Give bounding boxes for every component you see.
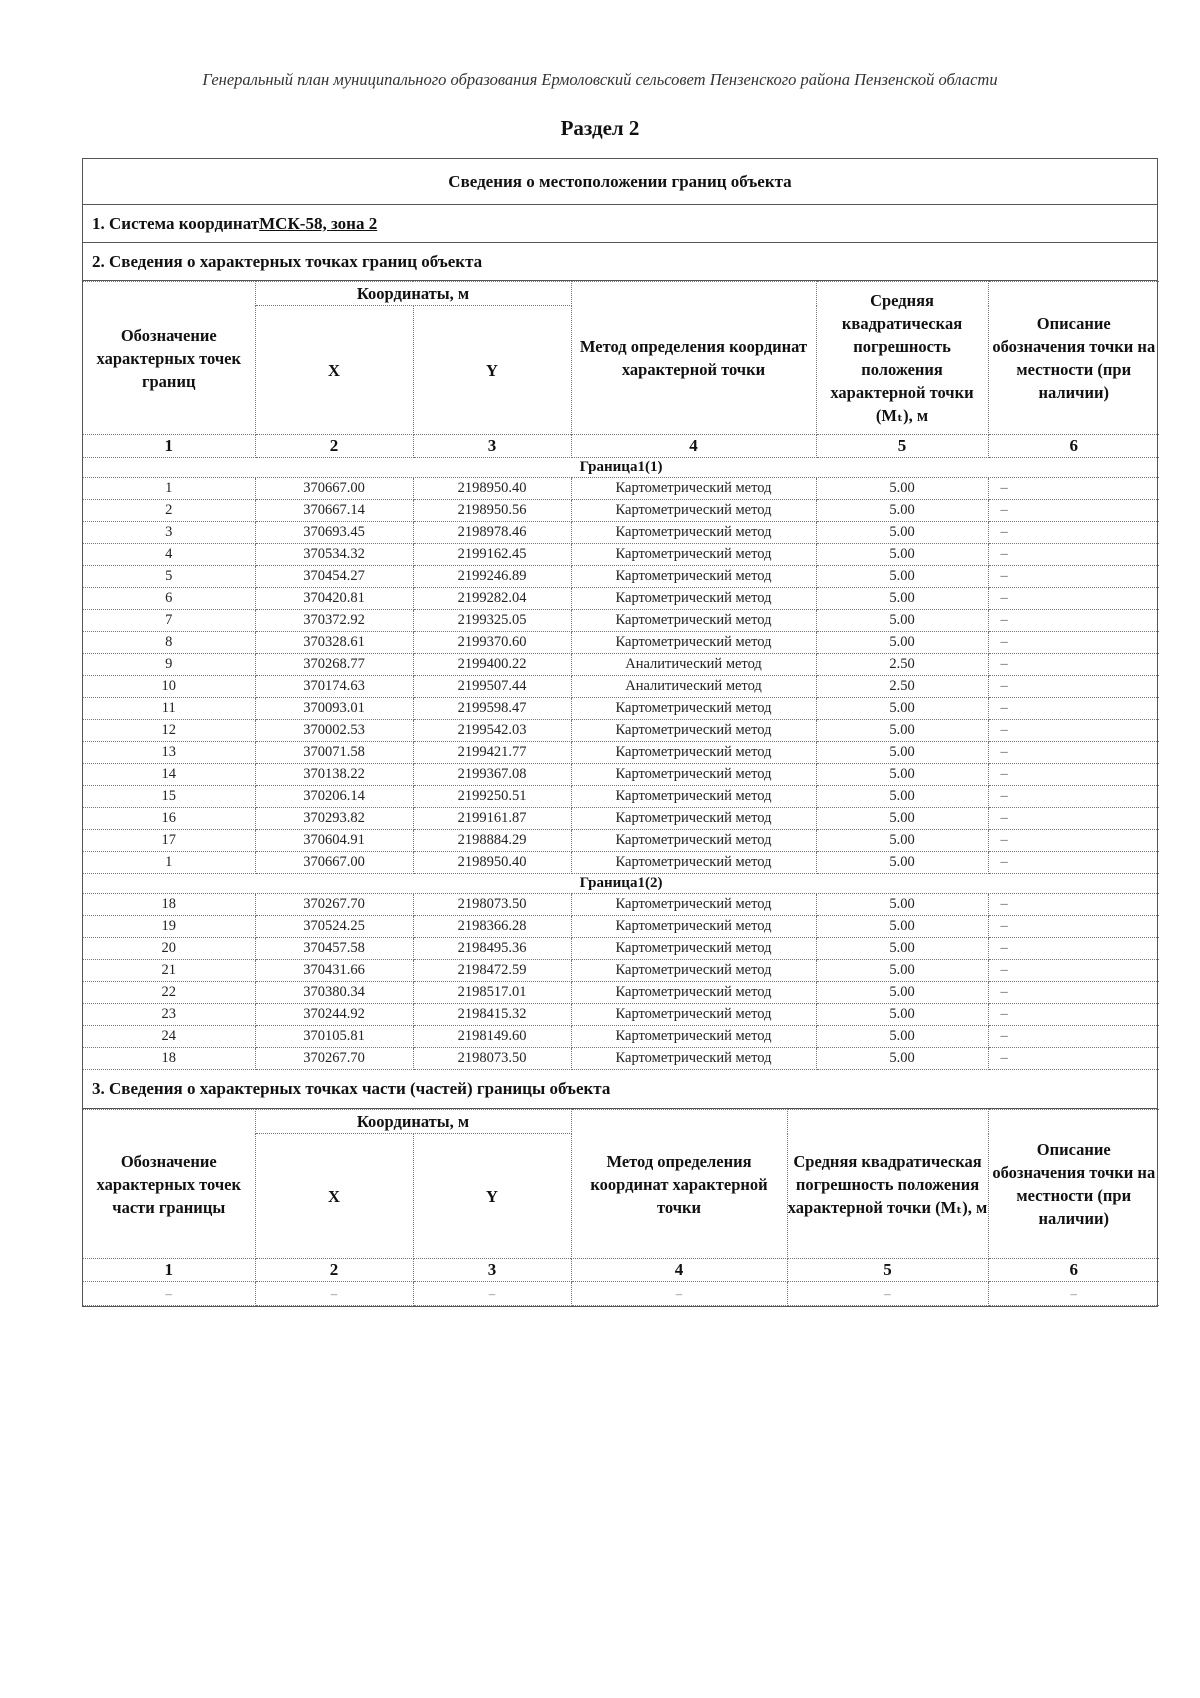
y-coordinate-cell: 2198073.50 xyxy=(413,894,571,916)
error-cell: 5.00 xyxy=(816,522,988,544)
point-number-cell: 18 xyxy=(83,894,255,916)
description-cell: – xyxy=(988,916,1159,938)
error-cell: 5.00 xyxy=(816,566,988,588)
x-coordinate-cell: 370267.70 xyxy=(255,1048,413,1070)
x-coordinate-cell: 370604.91 xyxy=(255,830,413,852)
y-coordinate-cell: 2198366.28 xyxy=(413,916,571,938)
x-coordinate-cell: 370372.92 xyxy=(255,610,413,632)
group-name: Граница1(2) xyxy=(83,874,1159,894)
method-cell: Картометрический метод xyxy=(571,522,816,544)
table-row xyxy=(83,894,1159,916)
table-row xyxy=(83,500,1159,522)
method-cell: Картометрический метод xyxy=(571,830,816,852)
point-number-cell: 24 xyxy=(83,1026,255,1048)
point-number-cell: 1 xyxy=(83,478,255,500)
point-number-cell: 18 xyxy=(83,1048,255,1070)
y-coordinate-cell: 2199421.77 xyxy=(413,742,571,764)
part2-title: 2. Сведения о характерных точках границ объекта xyxy=(83,243,1157,281)
method-cell: Картометрический метод xyxy=(571,1026,816,1048)
table-row xyxy=(83,544,1159,566)
description-cell: – xyxy=(988,522,1159,544)
method-cell: Картометрический метод xyxy=(571,588,816,610)
method-cell: Картометрический метод xyxy=(571,720,816,742)
col-header-coordinates: Координаты, м xyxy=(255,1110,571,1134)
description-cell: – xyxy=(988,742,1159,764)
description-cell: – xyxy=(988,632,1159,654)
point-number-cell: 2 xyxy=(83,500,255,522)
description-cell: – xyxy=(988,938,1159,960)
col-header-y: Y xyxy=(413,306,571,435)
y-coordinate-cell: 2198472.59 xyxy=(413,960,571,982)
method-cell: Картометрический метод xyxy=(571,610,816,632)
point-number-cell: 1 xyxy=(83,852,255,874)
col-header-description: Описание обозначения точки на местности (при наличии) xyxy=(988,282,1159,435)
method-cell: Картометрический метод xyxy=(571,544,816,566)
description-cell: – xyxy=(988,894,1159,916)
x-coordinate-cell: 370002.53 xyxy=(255,720,413,742)
x-coordinate-cell: 370693.45 xyxy=(255,522,413,544)
y-coordinate-cell: 2199162.45 xyxy=(413,544,571,566)
description-cell: – xyxy=(988,500,1159,522)
method-cell: Аналитический метод xyxy=(571,654,816,676)
y-coordinate-cell: 2198950.40 xyxy=(413,478,571,500)
x-coordinate-cell: 370105.81 xyxy=(255,1026,413,1048)
error-cell: 5.00 xyxy=(816,830,988,852)
table-row xyxy=(83,938,1159,960)
description-cell: – xyxy=(988,808,1159,830)
coord-system-value: МСК-58, зона 2 xyxy=(259,213,378,233)
table-row xyxy=(83,676,1159,698)
error-cell: 5.00 xyxy=(816,742,988,764)
x-coordinate-cell: 370431.66 xyxy=(255,960,413,982)
description-cell: – xyxy=(988,654,1159,676)
method-cell: Картометрический метод xyxy=(571,808,816,830)
description-cell: – xyxy=(988,852,1159,874)
point-number-cell: 11 xyxy=(83,698,255,720)
table-row xyxy=(83,610,1159,632)
y-coordinate-cell: 2199325.05 xyxy=(413,610,571,632)
error-cell: 5.00 xyxy=(816,1048,988,1070)
description-cell: – xyxy=(988,830,1159,852)
col-number: 4 xyxy=(571,1259,787,1282)
table-row xyxy=(83,1004,1159,1026)
x-coordinate-cell: 370293.82 xyxy=(255,808,413,830)
error-cell: 5.00 xyxy=(816,982,988,1004)
y-coordinate-cell: 2198073.50 xyxy=(413,1048,571,1070)
boundary-document xyxy=(82,158,1158,1307)
point-number-cell: 16 xyxy=(83,808,255,830)
point-number-cell: 6 xyxy=(83,588,255,610)
y-coordinate-cell: 2199370.60 xyxy=(413,632,571,654)
y-coordinate-cell: 2198884.29 xyxy=(413,830,571,852)
point-number-cell: 22 xyxy=(83,982,255,1004)
error-cell: 5.00 xyxy=(816,1004,988,1026)
error-cell: 5.00 xyxy=(816,610,988,632)
point-number-cell: 8 xyxy=(83,632,255,654)
x-coordinate-cell: 370380.34 xyxy=(255,982,413,1004)
empty-cell: – xyxy=(413,1282,571,1306)
method-cell: Картометрический метод xyxy=(571,852,816,874)
x-coordinate-cell: 370524.25 xyxy=(255,916,413,938)
part2-table-body xyxy=(83,458,1159,1070)
error-cell: 5.00 xyxy=(816,500,988,522)
method-cell: Картометрический метод xyxy=(571,938,816,960)
table-row xyxy=(83,1282,1159,1306)
x-coordinate-cell: 370667.00 xyxy=(255,478,413,500)
table-row xyxy=(83,742,1159,764)
y-coordinate-cell: 2198517.01 xyxy=(413,982,571,1004)
table-row xyxy=(83,982,1159,1004)
method-cell: Картометрический метод xyxy=(571,742,816,764)
table-row xyxy=(83,566,1159,588)
description-cell: – xyxy=(988,1048,1159,1070)
table-row xyxy=(83,478,1159,500)
x-coordinate-cell: 370454.27 xyxy=(255,566,413,588)
error-cell: 5.00 xyxy=(816,894,988,916)
point-number-cell: 4 xyxy=(83,544,255,566)
col-number: 2 xyxy=(255,435,413,458)
col-header-description: Описание обозначения точки на местности (при наличии) xyxy=(988,1110,1159,1259)
table-row xyxy=(83,808,1159,830)
description-cell: – xyxy=(988,786,1159,808)
x-coordinate-cell: 370534.32 xyxy=(255,544,413,566)
coord-system-prefix: 1. Система координат xyxy=(92,213,260,233)
description-cell: – xyxy=(988,698,1159,720)
x-coordinate-cell: 370457.58 xyxy=(255,938,413,960)
table-row xyxy=(83,1026,1159,1048)
method-cell: Картометрический метод xyxy=(571,566,816,588)
description-cell: – xyxy=(988,588,1159,610)
col-header-coordinates: Координаты, м xyxy=(255,282,571,306)
point-number-cell: 15 xyxy=(83,786,255,808)
point-number-cell: 9 xyxy=(83,654,255,676)
col-number: 6 xyxy=(988,435,1159,458)
x-coordinate-cell: 370174.63 xyxy=(255,676,413,698)
x-coordinate-cell: 370206.14 xyxy=(255,786,413,808)
y-coordinate-cell: 2198950.40 xyxy=(413,852,571,874)
y-coordinate-cell: 2199507.44 xyxy=(413,676,571,698)
y-coordinate-cell: 2199161.87 xyxy=(413,808,571,830)
y-coordinate-cell: 2198978.46 xyxy=(413,522,571,544)
col-number: 1 xyxy=(83,1259,255,1282)
description-cell: – xyxy=(988,982,1159,1004)
description-cell: – xyxy=(988,764,1159,786)
point-number-cell: 14 xyxy=(83,764,255,786)
table-row xyxy=(83,786,1159,808)
empty-cell: – xyxy=(255,1282,413,1306)
col-number: 4 xyxy=(571,435,816,458)
x-coordinate-cell: 370667.00 xyxy=(255,852,413,874)
y-coordinate-cell: 2199598.47 xyxy=(413,698,571,720)
part2-table xyxy=(83,281,1159,1070)
x-coordinate-cell: 370267.70 xyxy=(255,894,413,916)
x-coordinate-cell: 370093.01 xyxy=(255,698,413,720)
point-number-cell: 21 xyxy=(83,960,255,982)
description-cell: – xyxy=(988,1026,1159,1048)
point-number-cell: 17 xyxy=(83,830,255,852)
method-cell: Картометрический метод xyxy=(571,786,816,808)
x-coordinate-cell: 370667.14 xyxy=(255,500,413,522)
col-header-x: X xyxy=(255,306,413,435)
group-row xyxy=(83,458,1159,478)
table-row xyxy=(83,720,1159,742)
description-cell: – xyxy=(988,478,1159,500)
col-header-designation: Обозначение характерных точек части границы xyxy=(83,1110,255,1259)
table-row xyxy=(83,632,1159,654)
col-header-x: X xyxy=(255,1134,413,1259)
point-number-cell: 10 xyxy=(83,676,255,698)
col-header-method: Метод определения координат характерной точки xyxy=(571,1110,787,1259)
point-number-cell: 5 xyxy=(83,566,255,588)
error-cell: 5.00 xyxy=(816,960,988,982)
error-cell: 5.00 xyxy=(816,852,988,874)
description-cell: – xyxy=(988,610,1159,632)
empty-cell: – xyxy=(988,1282,1159,1306)
y-coordinate-cell: 2199250.51 xyxy=(413,786,571,808)
section-title: Раздел 2 xyxy=(560,116,640,140)
description-cell: – xyxy=(988,544,1159,566)
method-cell: Картометрический метод xyxy=(571,894,816,916)
method-cell: Картометрический метод xyxy=(571,982,816,1004)
method-cell: Картометрический метод xyxy=(571,478,816,500)
method-cell: Картометрический метод xyxy=(571,1048,816,1070)
point-number-cell: 20 xyxy=(83,938,255,960)
table-row xyxy=(83,522,1159,544)
description-cell: – xyxy=(988,566,1159,588)
error-cell: 5.00 xyxy=(816,808,988,830)
description-cell: – xyxy=(988,676,1159,698)
method-cell: Картометрический метод xyxy=(571,698,816,720)
error-cell: 5.00 xyxy=(816,938,988,960)
description-cell: – xyxy=(988,1004,1159,1026)
error-cell: 2.50 xyxy=(816,654,988,676)
y-coordinate-cell: 2198495.36 xyxy=(413,938,571,960)
part3-title: 3. Сведения о характерных точках части (частей) границы объекта xyxy=(83,1070,1157,1109)
error-cell: 5.00 xyxy=(816,544,988,566)
description-cell: – xyxy=(988,960,1159,982)
method-cell: Картометрический метод xyxy=(571,500,816,522)
method-cell: Картометрический метод xyxy=(571,916,816,938)
error-cell: 5.00 xyxy=(816,720,988,742)
col-number: 6 xyxy=(988,1259,1159,1282)
table-row xyxy=(83,916,1159,938)
error-cell: 5.00 xyxy=(816,632,988,654)
error-cell: 2.50 xyxy=(816,676,988,698)
y-coordinate-cell: 2199367.08 xyxy=(413,764,571,786)
col-number: 3 xyxy=(413,435,571,458)
doc-title: Сведения о местоположении границ объекта xyxy=(83,159,1157,205)
point-number-cell: 12 xyxy=(83,720,255,742)
y-coordinate-cell: 2198950.56 xyxy=(413,500,571,522)
table-row xyxy=(83,654,1159,676)
col-header-y: Y xyxy=(413,1134,571,1259)
empty-cell: – xyxy=(83,1282,255,1306)
error-cell: 5.00 xyxy=(816,588,988,610)
point-number-cell: 7 xyxy=(83,610,255,632)
method-cell: Аналитический метод xyxy=(571,676,816,698)
table-row xyxy=(83,764,1159,786)
error-cell: 5.00 xyxy=(816,698,988,720)
y-coordinate-cell: 2199246.89 xyxy=(413,566,571,588)
col-number: 1 xyxy=(83,435,255,458)
col-header-designation: Обозначение характерных точек границ xyxy=(83,282,255,435)
method-cell: Картометрический метод xyxy=(571,960,816,982)
table-row xyxy=(83,698,1159,720)
error-cell: 5.00 xyxy=(816,1026,988,1048)
error-cell: 5.00 xyxy=(816,764,988,786)
y-coordinate-cell: 2199400.22 xyxy=(413,654,571,676)
point-number-cell: 19 xyxy=(83,916,255,938)
x-coordinate-cell: 370244.92 xyxy=(255,1004,413,1026)
x-coordinate-cell: 370138.22 xyxy=(255,764,413,786)
col-number: 2 xyxy=(255,1259,413,1282)
description-cell: – xyxy=(988,720,1159,742)
col-header-method: Метод определения координат характерной точки xyxy=(571,282,816,435)
coord-system-line xyxy=(83,205,1157,243)
col-number: 3 xyxy=(413,1259,571,1282)
y-coordinate-cell: 2198415.32 xyxy=(413,1004,571,1026)
col-number: 5 xyxy=(787,1259,988,1282)
point-number-cell: 13 xyxy=(83,742,255,764)
document-header: Генеральный план муниципального образования Ермоловский сельсовет Пензенского района Пензенской области xyxy=(202,70,998,89)
method-cell: Картометрический метод xyxy=(571,1004,816,1026)
group-name: Граница1(1) xyxy=(83,458,1159,478)
x-coordinate-cell: 370071.58 xyxy=(255,742,413,764)
error-cell: 5.00 xyxy=(816,786,988,808)
x-coordinate-cell: 370268.77 xyxy=(255,654,413,676)
y-coordinate-cell: 2199282.04 xyxy=(413,588,571,610)
point-number-cell: 3 xyxy=(83,522,255,544)
table-row xyxy=(83,588,1159,610)
x-coordinate-cell: 370328.61 xyxy=(255,632,413,654)
col-header-error: Средняя квадратическая погрешность положения характерной точки (Mₜ), м xyxy=(816,282,988,435)
error-cell: 5.00 xyxy=(816,478,988,500)
col-number: 5 xyxy=(816,435,988,458)
y-coordinate-cell: 2199542.03 xyxy=(413,720,571,742)
x-coordinate-cell: 370420.81 xyxy=(255,588,413,610)
y-coordinate-cell: 2198149.60 xyxy=(413,1026,571,1048)
table-row xyxy=(83,852,1159,874)
table-row xyxy=(83,1048,1159,1070)
empty-cell: – xyxy=(787,1282,988,1306)
empty-cell: – xyxy=(571,1282,787,1306)
point-number-cell: 23 xyxy=(83,1004,255,1026)
col-header-error: Средняя квадратическая погрешность положения характерной точки (Mₜ), м xyxy=(787,1110,988,1259)
error-cell: 5.00 xyxy=(816,916,988,938)
table-row xyxy=(83,830,1159,852)
part3-table xyxy=(83,1109,1159,1306)
table-row xyxy=(83,960,1159,982)
method-cell: Картометрический метод xyxy=(571,632,816,654)
method-cell: Картометрический метод xyxy=(571,764,816,786)
group-row xyxy=(83,874,1159,894)
